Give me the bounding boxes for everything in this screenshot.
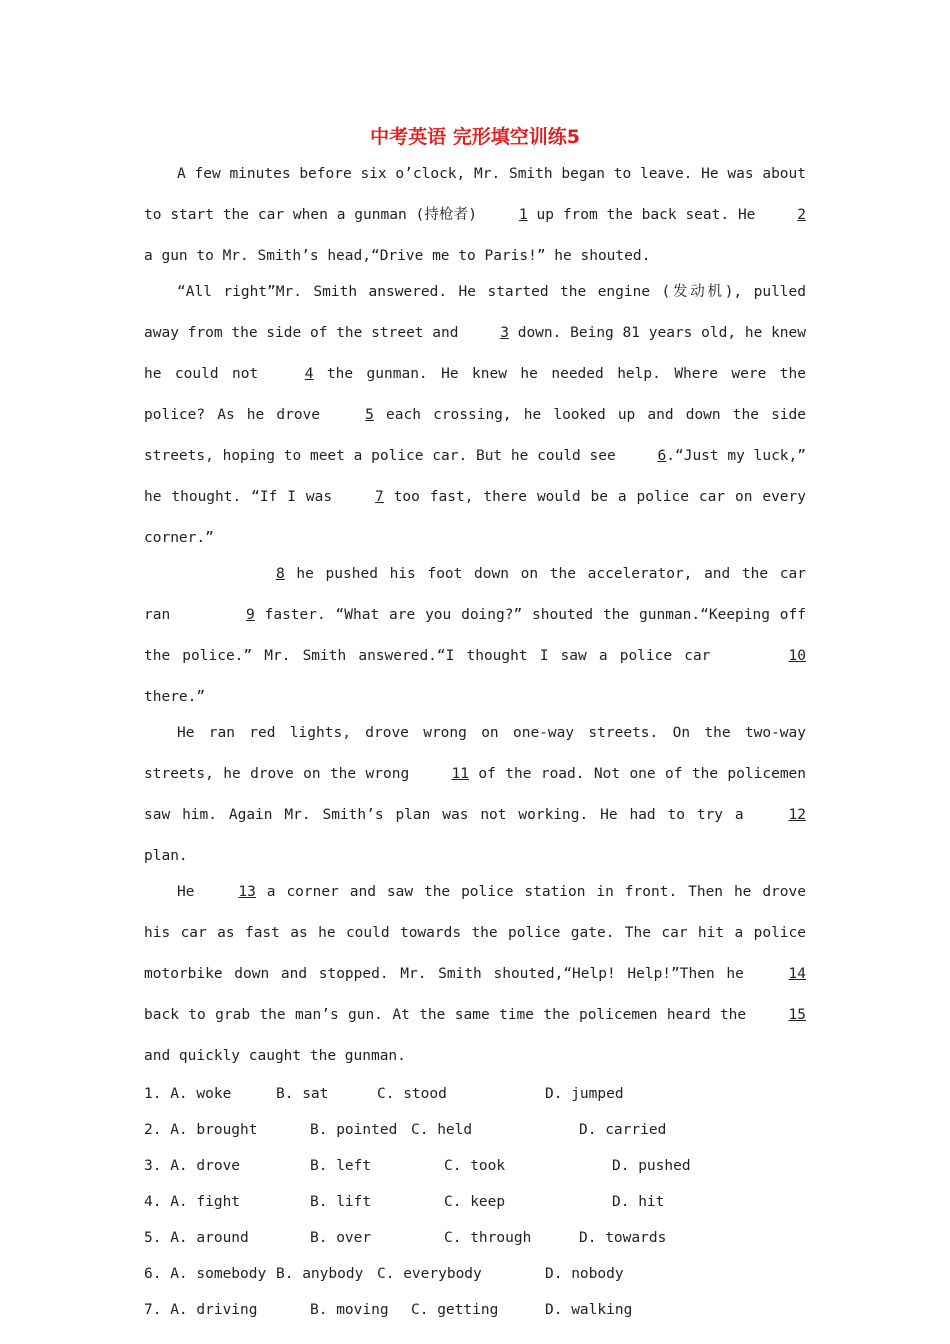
answer-options [144, 1076, 806, 1328]
paragraph-3 [144, 554, 806, 718]
paragraph-text: and quickly caught the gunman. [144, 1048, 406, 1064]
paragraph-text: there.” [144, 689, 206, 705]
option-c: C. everybody [377, 1266, 482, 1282]
paragraph-text: the gunman. He knew he needed help. Where were the police? As he drove [144, 366, 806, 423]
option-b: B. moving [310, 1302, 389, 1318]
paragraph-text: down. Being 81 years old, he knew he could not [144, 325, 806, 382]
blank-7: 7 [375, 489, 384, 505]
blank-12: 12 [788, 807, 806, 823]
option-c: C. getting [411, 1302, 499, 1318]
option-a: 3. A. drove [144, 1158, 241, 1174]
option-row [144, 1256, 806, 1292]
option-b: B. over [310, 1230, 372, 1246]
paragraph-text: plan. [144, 848, 188, 864]
blank-14: 14 [788, 966, 806, 982]
paragraph-text: He ran red lights, drove wrong on one-way streets. On the two-way streets, he drove on the wrong [144, 725, 806, 782]
page-title: 中考英语 完形填空训练5 [370, 126, 580, 148]
option-b: B. sat [276, 1086, 329, 1102]
option-d: D. walking [545, 1302, 633, 1318]
option-a: 4. A. fight [144, 1194, 241, 1210]
option-row [144, 1076, 806, 1112]
blank-10: 10 [788, 648, 806, 664]
paragraph-text: too fast, there would be a police car on every corner.” [144, 489, 806, 546]
option-row [144, 1220, 806, 1256]
paragraph-text: of the road. Not one of the policemen saw him. Again Mr. Smith’s plan was not working. He had to try a [144, 766, 807, 823]
blank-15: 15 [788, 1007, 806, 1023]
paragraph-text: “All right”Mr. Smith answered. He started the engine (发动机), pulled away from the side of the street and [144, 284, 806, 341]
blank-1: 1 [518, 207, 528, 223]
paragraph-text: He [177, 884, 206, 900]
option-b: B. pointed [310, 1122, 398, 1138]
option-a: 5. A. around [144, 1230, 249, 1246]
option-b: B. anybody [276, 1266, 364, 1282]
paragraph-5 [144, 872, 806, 1077]
paragraph-1 [144, 154, 806, 277]
option-b: B. lift [310, 1194, 372, 1210]
blank-13: 13 [238, 884, 256, 900]
option-row [144, 1112, 806, 1148]
paragraph-text: up from the back seat. He [527, 207, 765, 223]
paragraph-text: a gun to Mr. Smith’s head,“Drive me to Paris!” he shouted. [144, 248, 651, 264]
option-a: 2. A. brought [144, 1122, 258, 1138]
option-a: 7. A. driving [144, 1302, 258, 1318]
blank-11: 11 [451, 766, 470, 782]
paragraph-text: .“Just my luck,” he thought. “If I was [144, 448, 806, 505]
option-b: B. left [310, 1158, 372, 1174]
option-d: D. pushed [612, 1158, 691, 1174]
option-a: 1. A. woke [144, 1086, 232, 1102]
option-c: C. keep [444, 1194, 506, 1210]
option-c: C. through [444, 1230, 532, 1246]
option-d: D. hit [612, 1194, 665, 1210]
option-c: C. held [411, 1122, 473, 1138]
blank-3: 3 [500, 325, 509, 341]
option-c: C. stood [377, 1086, 447, 1102]
paragraph-2 [144, 272, 806, 559]
option-d: D. towards [579, 1230, 667, 1246]
paragraph-text: back to grab the man’s gun. At the same time the policemen heard the [144, 1007, 756, 1023]
option-d: D. nobody [545, 1266, 624, 1282]
option-c: C. took [444, 1158, 506, 1174]
option-a: 6. A. somebody [144, 1266, 267, 1282]
document-page [144, 122, 806, 1328]
option-row [144, 1148, 806, 1184]
blank-9: 9 [246, 607, 255, 623]
blank-4: 4 [304, 366, 314, 382]
paragraph-text: each crossing, he looked up and down the side streets, hoping to meet a police car. But he could see [144, 407, 806, 464]
option-row [144, 1292, 806, 1328]
blank-6: 6 [657, 448, 667, 464]
paragraph-text: he pushed his foot down on the accelerator, and the car ran [144, 566, 806, 623]
option-d: D. carried [579, 1122, 667, 1138]
blank-8: 8 [276, 566, 285, 582]
paragraph-text: a corner and saw the police station in front. Then he drove his car as fast as he could towards the police gate. The car hit a police motorbike down and stopped. Mr. Smith shouted,“Help! Help!”Then he [144, 884, 806, 982]
option-row [144, 1184, 806, 1220]
option-d: D. jumped [545, 1086, 624, 1102]
blank-5: 5 [365, 407, 374, 423]
paragraph-4 [144, 713, 806, 877]
blank-2: 2 [797, 207, 807, 223]
paragraph-text: A few minutes before six o’clock, Mr. Smith began to leave. He was about to start the car when a gunman (持枪者) [144, 166, 806, 223]
paragraph-text: faster. “What are you doing?” shouted the gunman.“Keeping off the police.” Mr. Smith answered.“I thought I saw a police car [144, 607, 806, 664]
